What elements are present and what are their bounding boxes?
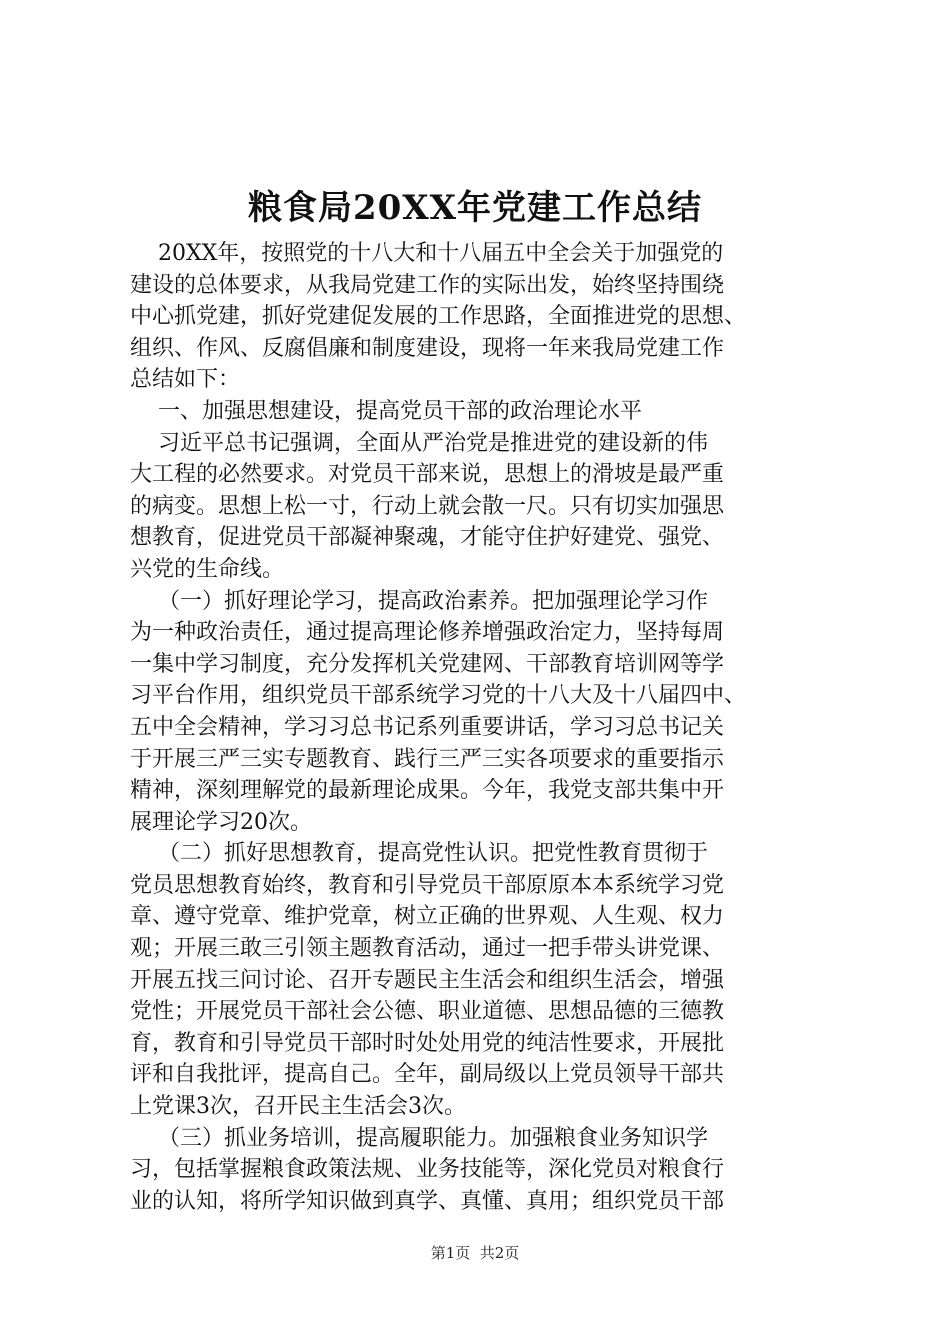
body-line: 大工程的必然要求。对党员干部来说，思想上的滑坡是最严重 [130,462,725,488]
body-line: 兴党的生命线。 [130,556,285,582]
body-line: （二）抓好思想教育，提高党性认识。把党性教育贯彻于 [130,841,708,867]
document-body [130,238,830,1217]
body-line: 党员思想教育始终，教育和引导党员干部原原本本系统学习党 [130,872,725,898]
body-line: 展理论学习20次。 [130,809,312,835]
body-line: 习，包括掌握粮食政策法规、业务技能等，深化党员对粮食行 [130,1157,725,1183]
body-line: 习平台作用，组织党员干部系统学习党的十八大及十八届四中、 [130,683,747,709]
page-number-footer: 第1页 共2页 [430,1244,520,1262]
body-line: 的病变。思想上松一寸，行动上就会散一尺。只有切实加强思 [130,493,725,519]
body-line: 于开展三严三实专题教育、践行三严三实各项要求的重要指示 [130,746,725,772]
body-line: 党性；开展党员干部社会公德、职业道德、思想品德的三德教 [130,999,725,1025]
body-line: 建设的总体要求，从我局党建工作的实际出发，始终坚持围绕 [130,272,725,298]
body-line: 开展五找三问讨论、召开专题民主生活会和组织生活会，增强 [130,967,725,993]
section-heading: 一、加强思想建设，提高党员干部的政治理论水平 [130,398,642,424]
body-line: （一）抓好理论学习，提高政治素养。把加强理论学习作 [130,588,708,614]
document-title: 粮食局20XX年党建工作总结 [247,188,703,228]
body-line: 观；开展三敢三引领主题教育活动，通过一把手带头讲党课、 [130,936,725,962]
body-line: （三）抓业务培训，提高履职能力。加强粮食业务知识学 [130,1125,708,1151]
body-line: 章、遵守党章、维护党章，树立正确的世界观、人生观、权力 [130,904,725,930]
body-line: 中心抓党建，抓好党建促发展的工作思路，全面推进党的思想、 [130,304,747,330]
body-line: 组织、作风、反腐倡廉和制度建设，现将一年来我局党建工作 [130,335,725,361]
body-line: 业的认知，将所学知识做到真学、真懂、真用；组织党员干部 [130,1188,725,1214]
body-line: 想教育，促进党员干部凝神聚魂，才能守住护好建党、强党、 [130,525,725,551]
body-line: 为一种政治责任，通过提高理论修养增强政治定力，坚持每周 [130,620,725,646]
body-line: 20XX年，按照党的十八大和十八届五中全会关于加强党的 [130,241,724,266]
body-line: 上党课3次，召开民主生活会3次。 [130,1094,466,1120]
body-line: 一集中学习制度，充分发挥机关党建网、干部教育培训网等学 [130,651,725,677]
body-line: 评和自我批评，提高自己。全年，副局级以上党员领导干部共 [130,1062,725,1088]
body-line: 总结如下： [130,367,241,393]
body-line: 五中全会精神，学习习总书记系列重要讲话，学习习总书记关 [130,714,725,740]
body-line: 育，教育和引导党员干部时时处处用党的纯洁性要求，开展批 [130,1030,725,1056]
body-line: 精神，深刻理解党的最新理论成果。今年，我党支部共集中开 [130,778,725,804]
body-line: 习近平总书记强调，全面从严治党是推进党的建设新的伟 [130,430,708,456]
